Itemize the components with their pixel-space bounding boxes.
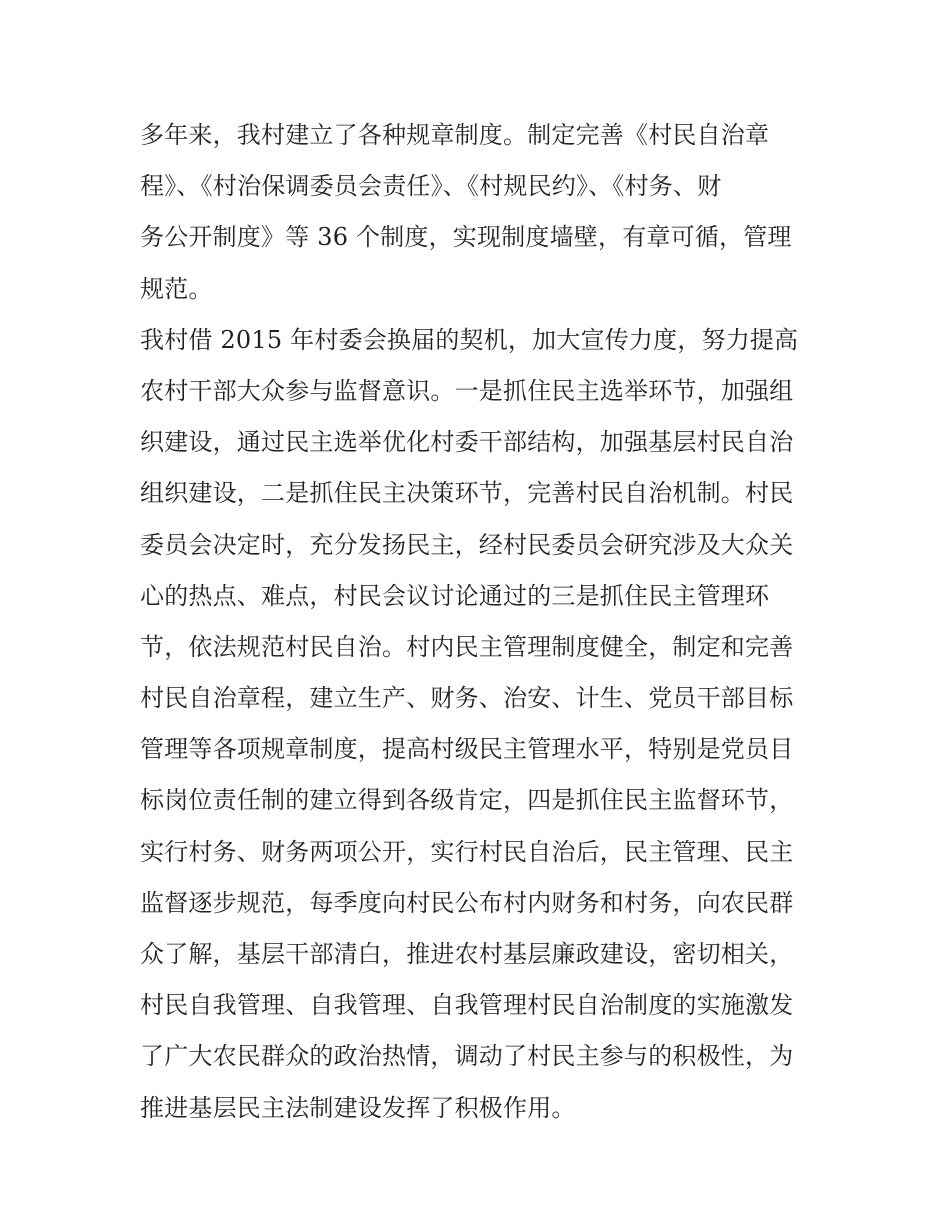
text-line: 管理等各项规章制度，提高村级民主管理水平，特别是党员目 xyxy=(140,735,794,764)
text-line: 多年来，我村建立了各种规章制度。制定完善《村民自治章 xyxy=(140,121,770,149)
text-line: 村民自我管理、自我管理、自我管理村民自治制度的实施激发 xyxy=(140,991,794,1020)
text-line: 委员会决定时，充分发扬民主，经村民委员会研究涉及大众关 xyxy=(140,530,794,559)
text-line: 推进基层民主法制建设发挥了积极作用。 xyxy=(140,1093,576,1122)
text-line: 务公开制度》等 36 个制度，实现制度墙壁，有章可循，管理 xyxy=(140,223,792,252)
text-line: 了广大农民群众的政治热情，调动了村民主参与的积极性，为 xyxy=(140,1042,794,1071)
document-body xyxy=(140,110,820,1134)
text-line: 我村借 2015 年村委会换届的契机，加大宣传力度，努力提高 xyxy=(140,325,799,354)
text-line: 组织建设，二是抓住民主决策环节，完善村民自治机制。村民 xyxy=(140,479,794,508)
text-line: 程》、《村治保调委员会责任》、《村规民约》、《村务、财 xyxy=(140,172,722,201)
paragraph-democracy xyxy=(140,315,820,1134)
text-line: 织建设，通过民主选举优化村委干部结构，加强基层村民自治 xyxy=(140,428,794,457)
paragraph-regulations xyxy=(140,110,820,315)
text-line: 农村干部大众参与监督意识。一是抓住民主选举环节，加强组 xyxy=(140,376,794,405)
text-line: 心的热点、难点，村民会议讨论通过的三是抓住民主管理环 xyxy=(140,581,770,610)
text-line: 监督逐步规范，每季度向村民公布村内财务和村务，向农民群 xyxy=(140,888,794,917)
text-line: 实行村务、财务两项公开，实行村民自治后，民主管理、民主 xyxy=(140,837,794,866)
text-line: 节，依法规范村民自治。村内民主管理制度健全，制定和完善 xyxy=(140,632,794,661)
text-line: 村民自治章程，建立生产、财务、治安、计生、党员干部目标 xyxy=(140,684,794,713)
text-line: 规范。 xyxy=(140,274,213,303)
text-line: 标岗位责任制的建立得到各级肯定，四是抓住民主监督环节， xyxy=(140,786,794,815)
text-line: 众了解，基层干部清白，推进农村基层廉政建设，密切相关， xyxy=(140,940,794,968)
